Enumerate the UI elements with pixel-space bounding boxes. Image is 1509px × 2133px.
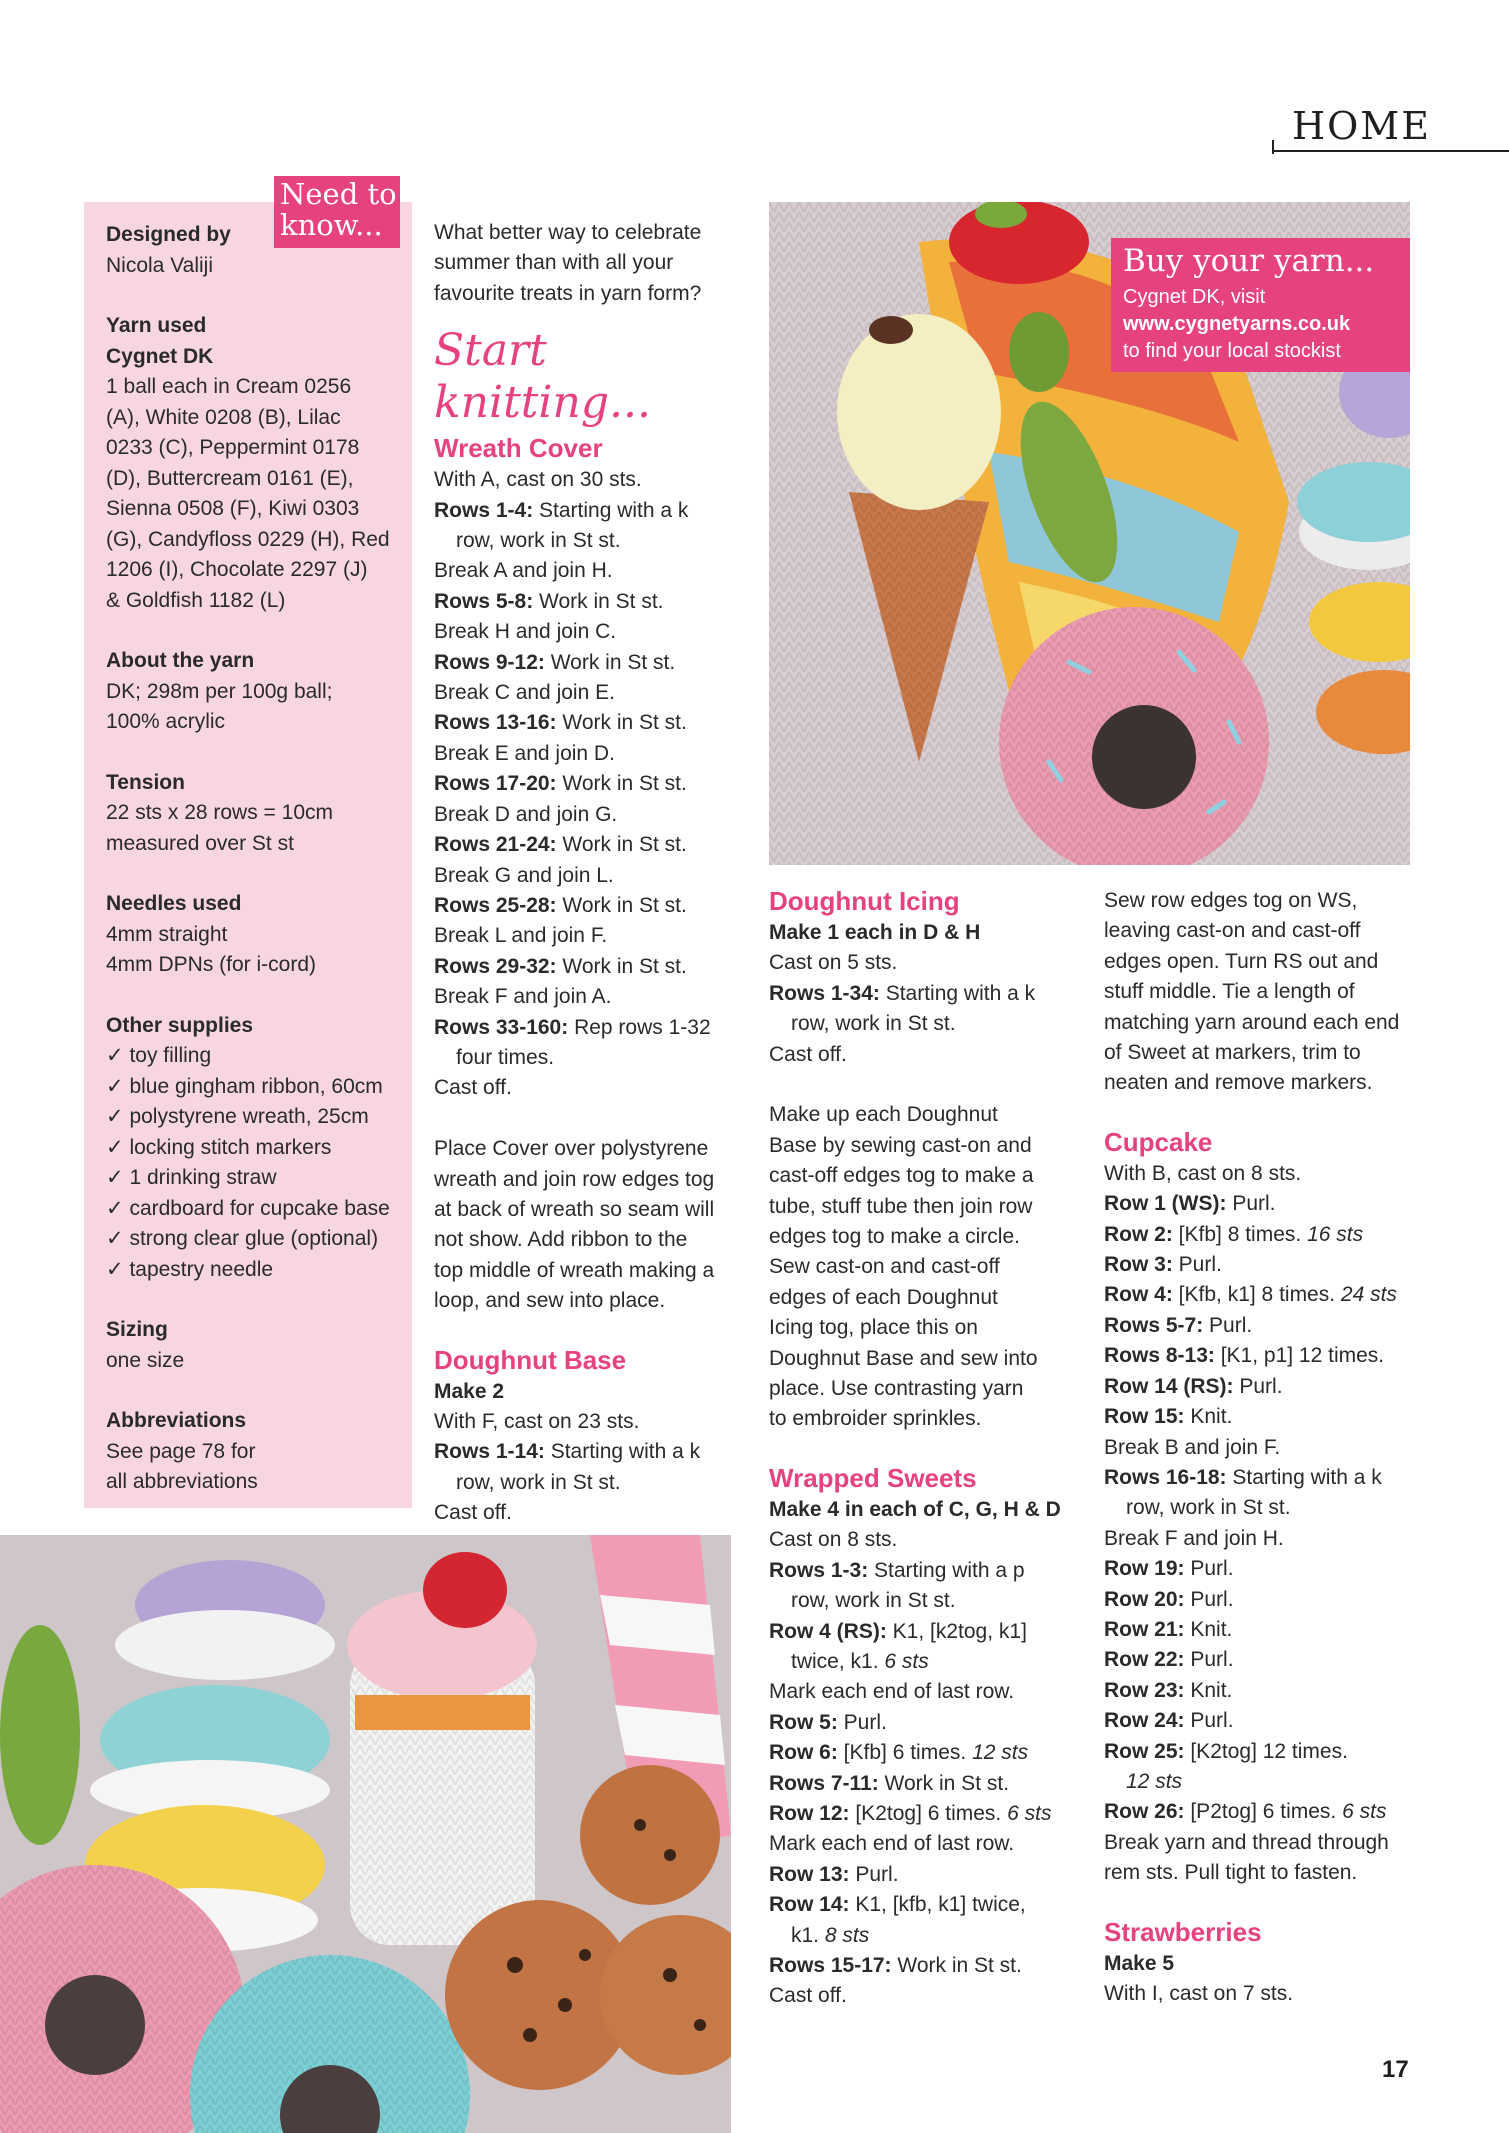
row-text: Purl. (1184, 1709, 1234, 1733)
intro-line: summer than with all your (434, 251, 674, 275)
buy-yarn-title: Buy your yarn... (1123, 243, 1375, 279)
needles-line: 4mm DPNs (for i-cord) (106, 953, 317, 976)
instruction-line (769, 1556, 1089, 1586)
row-text: K1, [kfb, k1] twice, (849, 1893, 1026, 1917)
instruction-line: With A, cast on 30 sts. (434, 468, 642, 492)
instruction-line (769, 1921, 1089, 1951)
instruction-line (1104, 1189, 1424, 1219)
sizing-title: Sizing (106, 1318, 168, 1341)
row-label: Rows 7-11: (769, 1771, 879, 1795)
stitch-count: 12 sts (972, 1741, 1029, 1765)
instruction-line (769, 1647, 1089, 1677)
row-label: Row 14 (RS): (1104, 1374, 1234, 1398)
instruction-line: row, work in St st. (1126, 1496, 1291, 1520)
row-text: Work in St st. (556, 772, 687, 796)
instruction-line: Break L and join F. (434, 924, 608, 948)
doughnut-base-heading: Doughnut Base (434, 1344, 627, 1375)
yarn-line: 1206 (I), Chocolate 2297 (J) (106, 558, 368, 581)
row-text: Starting with a k (533, 498, 689, 522)
instruction-line (434, 496, 739, 526)
instruction-line (1104, 1311, 1424, 1341)
row-text: Work in St st. (533, 589, 664, 613)
instruction-line: Break B and join F. (1104, 1435, 1281, 1459)
instruction-line (769, 1799, 1089, 1829)
row-label: Rows 21-24: (434, 833, 557, 857)
instruction-line: Break G and join L. (434, 863, 614, 887)
make-line: Make 5 (1104, 1951, 1175, 1975)
row-label: Rows 1-14: (434, 1440, 545, 1464)
instruction-line (769, 1951, 1089, 1981)
row-text: [K1, p1] 12 times. (1214, 1344, 1385, 1368)
row-label: Row 4: (1104, 1283, 1173, 1307)
row-label: Row 5: (769, 1710, 838, 1734)
make-line: Make 4 in each of C, G, H & D (769, 1497, 1061, 1521)
start-knitting-heading: Start knitting... (434, 325, 651, 429)
row-text: Purl. (1184, 1648, 1234, 1672)
row-text: Purl. (1172, 1253, 1222, 1277)
make-line: Make 1 each in D & H (769, 921, 981, 944)
page-number: 17 (1382, 2056, 1409, 2083)
body-line: Sew row edges tog on WS, (1104, 889, 1358, 912)
instruction-line (769, 1860, 1089, 1890)
stitch-count: 12 sts (1126, 1769, 1183, 1793)
instruction-line: Break E and join D. (434, 741, 615, 765)
yarn-brand: Cygnet DK (106, 344, 214, 368)
yarn-line: 1 ball each in Cream 0256 (106, 375, 352, 398)
instruction-line (434, 830, 739, 860)
other-supplies-block (106, 1011, 392, 1286)
intro-line: What better way to celebrate (434, 221, 702, 244)
buy-yarn-line: to find your local stockist (1123, 340, 1341, 362)
row-label: Rows 17-20: (434, 772, 557, 796)
doughnut-icing-heading: Doughnut Icing (769, 886, 960, 916)
supply-item: ✓ polystyrene wreath, 25cm (106, 1102, 392, 1133)
instruction-line (434, 1013, 739, 1043)
section-rule (1272, 150, 1509, 152)
row-text: Work in St st. (891, 1953, 1022, 1977)
row-label: Rows 5-7: (1104, 1313, 1204, 1337)
row-label: Rows 13-16: (434, 711, 557, 735)
supply-item: ✓ blue gingham ribbon, 60cm (106, 1072, 392, 1103)
pattern-column-1 (434, 218, 739, 1529)
row-label: Rows 1-34: (769, 981, 880, 1005)
yarn-line: (A), White 0208 (B), Lilac (106, 405, 341, 429)
row-label: Row 21: (1104, 1617, 1185, 1641)
supply-item: ✓ locking stitch markers (106, 1133, 392, 1164)
instruction-line: Break D and join G. (434, 802, 618, 826)
row-text: Work in St st. (544, 650, 676, 674)
row-text: [K2tog] 6 times. (849, 1801, 1008, 1825)
yarn-line: 0233 (C), Peppermint 0178 (106, 436, 360, 459)
row-text: Work in St st. (556, 954, 687, 978)
instruction-line (1104, 1280, 1424, 1310)
instruction-line (434, 1437, 739, 1467)
row-text: [P2tog] 6 times. (1184, 1800, 1343, 1824)
buy-yarn-body (1123, 284, 1396, 365)
body-line: of Sweet at markers, trim to (1104, 1041, 1361, 1065)
instruction-line: With F, cast on 23 sts. (434, 1409, 640, 1433)
needles-block (106, 889, 392, 981)
row-text: [Kfb] 6 times. (837, 1741, 973, 1765)
body-line: Base by sewing cast-on and (769, 1133, 1032, 1157)
row-text: Knit. (1184, 1405, 1233, 1429)
row-label: Rows 15-17: (769, 1953, 892, 1977)
body-line: edges of each Doughnut (769, 1285, 998, 1309)
instruction-line: Break A and join H. (434, 559, 613, 583)
section-gap (769, 1435, 1089, 1461)
instruction-line (1104, 1372, 1424, 1402)
row-text: Knit. (1184, 1678, 1233, 1702)
row-label: Row 15: (1104, 1405, 1185, 1429)
yarn-used-block (106, 311, 392, 616)
stitch-count: 6 sts (1342, 1800, 1387, 1824)
row-label: Row 12: (769, 1801, 850, 1825)
stitch-count: 6 sts (1007, 1801, 1052, 1825)
instruction-line (769, 1738, 1089, 1768)
paragraph-gap (769, 1070, 1089, 1100)
body-line: leaving cast-on and cast-off (1104, 919, 1361, 943)
badge-line: know... (280, 208, 383, 242)
pattern-column-2 (769, 884, 1089, 2012)
row-text: Knit. (1184, 1617, 1233, 1641)
body-line: Icing tog, place this on (769, 1316, 978, 1340)
section-gap (1104, 1889, 1424, 1915)
supply-item: ✓ strong clear glue (optional) (106, 1224, 392, 1255)
paragraph-gap (434, 1104, 739, 1134)
supply-item: ✓ cardboard for cupcake base (106, 1194, 392, 1225)
instruction-line: Cast on 5 sts. (769, 951, 898, 975)
wrapped-sweets-heading: Wrapped Sweets (769, 1462, 977, 1493)
abbreviations-title: Abbreviations (106, 1409, 247, 1432)
row-text: Purl. (1184, 1557, 1234, 1581)
pattern-column-3 (1104, 886, 1424, 2009)
instruction-line: rem sts. Pull tight to fasten. (1104, 1861, 1358, 1885)
body-line: matching yarn around each end (1104, 1010, 1400, 1034)
instruction-line (434, 587, 739, 617)
instruction-line (1104, 1402, 1424, 1432)
body-line: loop, and sew into place. (434, 1289, 666, 1313)
needles-title: Needles used (106, 892, 242, 915)
row-label: Row 2: (1104, 1222, 1173, 1246)
row-label: Row 22: (1104, 1648, 1185, 1672)
supply-item: ✓ toy filling (106, 1041, 392, 1072)
body-line: place. Use contrasting yarn (769, 1377, 1024, 1401)
instruction-line (1104, 1706, 1424, 1736)
row-text: Purl. (837, 1710, 887, 1734)
row-label: Row 14: (769, 1893, 850, 1917)
instruction-line: Break F and join H. (1104, 1526, 1284, 1550)
row-label: Rows 25-28: (434, 893, 557, 917)
row-label: Row 20: (1104, 1587, 1185, 1611)
row-label: Row 4 (RS): (769, 1619, 887, 1643)
instruction-line (434, 648, 739, 678)
yarn-used-title: Yarn used (106, 314, 207, 337)
row-text: Purl. (849, 1862, 899, 1886)
sizing-line: one size (106, 1348, 185, 1372)
instruction-line (1104, 1585, 1424, 1615)
body-line: wreath and join row edges tog (434, 1167, 715, 1191)
instruction-line (1104, 1341, 1424, 1371)
instruction-line: Break yarn and thread through (1104, 1830, 1389, 1854)
row-text: Starting with a p (868, 1558, 1025, 1582)
instruction-line (434, 891, 739, 921)
badge-line: Need to (280, 177, 397, 211)
instruction-line (1104, 1767, 1424, 1797)
instruction-line: Mark each end of last row. (769, 1680, 1015, 1704)
instruction-line: row, work in St st. (456, 1470, 621, 1494)
row-text: [Kfb, k1] 8 times. (1172, 1283, 1341, 1307)
body-line: tube, stuff tube then join row (769, 1194, 1033, 1218)
needles-line: 4mm straight (106, 922, 228, 946)
row-text: k1. (791, 1923, 825, 1947)
section-gap (1104, 1099, 1424, 1125)
buy-your-yarn-box (1111, 238, 1410, 372)
row-text: K1, [k2tog, k1] (886, 1619, 1027, 1643)
strawberries-heading: Strawberries (1104, 1916, 1262, 1947)
body-line: neaten and remove markers. (1104, 1071, 1373, 1095)
instruction-line: Break C and join E. (434, 681, 615, 705)
body-line: to embroider sprinkles. (769, 1407, 982, 1431)
row-label: Row 23: (1104, 1678, 1185, 1702)
row-label: Row 6: (769, 1741, 838, 1765)
tension-line: 22 sts x 28 rows = 10cm (106, 801, 334, 824)
row-label: Rows 1-3: (769, 1558, 869, 1582)
yarn-line: Sienna 0508 (F), Kiwi 0303 (106, 497, 360, 520)
row-text: Work in St st. (556, 833, 687, 857)
tension-block (106, 768, 392, 860)
instruction-line (1104, 1463, 1424, 1493)
cupcake-heading: Cupcake (1104, 1126, 1213, 1157)
instruction-line: Cast off. (434, 1501, 512, 1525)
wreath-cover-heading: Wreath Cover (434, 433, 603, 464)
instruction-line (769, 1890, 1089, 1920)
tension-title: Tension (106, 770, 185, 794)
row-label: Row 25: (1104, 1739, 1185, 1763)
body-line: Sew cast-on and cast-off (769, 1255, 1000, 1279)
yarn-line: (G), Candyfloss 0229 (H), Red (106, 527, 390, 551)
instruction-line (1104, 1615, 1424, 1645)
supply-item: ✓ tapestry needle (106, 1255, 392, 1286)
row-text: [K2tog] 12 times. (1184, 1739, 1348, 1763)
body-line: stuff middle. Tie a length of (1104, 980, 1355, 1004)
body-line: top middle of wreath making a (434, 1258, 715, 1282)
row-label: Row 26: (1104, 1800, 1185, 1824)
instruction-line (1104, 1797, 1424, 1827)
instruction-line: four times. (456, 1045, 555, 1069)
row-text: Purl. (1233, 1374, 1283, 1398)
row-label: Rows 33-160: (434, 1015, 569, 1039)
row-text: Starting with a k (879, 981, 1036, 1005)
body-line: edges tog to make a circle. (769, 1225, 1020, 1249)
abbreviations-block (106, 1406, 392, 1498)
row-text: [Kfb] 8 times. (1172, 1222, 1308, 1246)
body-line: at back of wreath so seam will (434, 1197, 715, 1221)
instruction-line: Break F and join A. (434, 985, 612, 1009)
stitch-count: 24 sts (1340, 1283, 1397, 1307)
body-line: Make up each Doughnut (769, 1103, 998, 1127)
instruction-line: Cast off. (434, 1076, 512, 1100)
row-text: Rep rows 1-32 (568, 1015, 711, 1039)
row-label: Row 19: (1104, 1557, 1185, 1581)
instruction-line (769, 1769, 1089, 1799)
need-to-know-sidebar (84, 202, 412, 1508)
row-text: Purl. (1203, 1313, 1253, 1337)
instruction-line: row, work in St st. (791, 1012, 956, 1036)
supply-item: ✓ 1 drinking straw (106, 1163, 392, 1194)
row-text: Starting with a k (544, 1440, 701, 1464)
stitch-count: 16 sts (1307, 1222, 1364, 1246)
instruction-line (1104, 1554, 1424, 1584)
tension-line: measured over St st (106, 831, 294, 855)
instruction-line: Cast off. (769, 1984, 847, 2008)
instruction-line (769, 1708, 1089, 1738)
instruction-line (434, 708, 739, 738)
row-text: Work in St st. (556, 893, 687, 917)
row-label: Rows 29-32: (434, 954, 557, 978)
row-label: Rows 5-8: (434, 589, 534, 613)
instruction-line (434, 952, 739, 982)
row-text: Starting with a k (1226, 1465, 1382, 1489)
row-text: Work in St st. (878, 1771, 1010, 1795)
instruction-line: row, work in St st. (791, 1589, 956, 1613)
row-label: Rows 9-12: (434, 650, 545, 674)
body-line: Doughnut Base and sew into (769, 1346, 1038, 1370)
abbreviations-line: See page 78 for (106, 1439, 256, 1463)
instruction-line (769, 979, 1089, 1009)
instruction-line (1104, 1676, 1424, 1706)
knitted-treats-photo-bottom (0, 1535, 731, 2133)
instruction-line: Break H and join C. (434, 620, 617, 644)
stitch-count: 8 sts (824, 1923, 870, 1947)
section-rule-tick (1272, 140, 1274, 154)
about-yarn-block (106, 646, 392, 738)
about-yarn-title: About the yarn (106, 649, 255, 672)
body-line: Place Cover over polystyrene (434, 1137, 709, 1161)
other-supplies-title: Other supplies (106, 1013, 254, 1037)
row-label: Row 1 (WS): (1104, 1192, 1227, 1216)
instruction-line: Cast on 8 sts. (769, 1528, 898, 1552)
body-line: not show. Add ribbon to the (434, 1228, 688, 1252)
instruction-line: Cast off. (769, 1042, 847, 1066)
instruction-line (769, 1617, 1089, 1647)
row-text: Purl. (1184, 1587, 1234, 1611)
instruction-line (1104, 1737, 1424, 1767)
intro-line: favourite treats in yarn form? (434, 281, 702, 305)
buy-yarn-line: Cygnet DK, visit (1123, 286, 1266, 308)
about-yarn-line: 100% acrylic (106, 710, 226, 733)
abbreviations-line: all abbreviations (106, 1470, 258, 1493)
body-line: cast-off edges tog to make a (769, 1164, 1034, 1188)
instruction-line: With B, cast on 8 sts. (1104, 1161, 1302, 1185)
row-label: Row 13: (769, 1862, 850, 1886)
body-line: edges open. Turn RS out and (1104, 949, 1379, 973)
instruction-line (1104, 1220, 1424, 1250)
instruction-line: row, work in St st. (456, 529, 621, 553)
row-label: Row 3: (1104, 1253, 1173, 1277)
instruction-line (1104, 1645, 1424, 1675)
row-text: Work in St st. (556, 711, 687, 735)
row-label: Rows 8-13: (1104, 1344, 1215, 1368)
make-line: Make 2 (434, 1379, 505, 1403)
row-label: Rows 16-18: (1104, 1465, 1227, 1489)
row-text: twice, k1. (791, 1649, 885, 1673)
row-text: Purl. (1226, 1192, 1276, 1216)
designed-by-title: Designed by (106, 223, 231, 246)
instruction-line: Mark each end of last row. (769, 1832, 1015, 1856)
instruction-line (434, 769, 739, 799)
yarn-website-link[interactable]: www.cygnetyarns.co.uk (1123, 313, 1351, 335)
about-yarn-line: DK; 298m per 100g ball; (106, 679, 333, 703)
photo-illustration (0, 1535, 731, 2133)
designer-name: Nicola Valiji (106, 253, 213, 277)
instruction-line (1104, 1250, 1424, 1280)
row-label: Row 24: (1104, 1709, 1185, 1733)
need-to-know-badge (274, 176, 400, 248)
section-label: HOME (1292, 104, 1431, 148)
sizing-block (106, 1315, 392, 1376)
yarn-line: & Goldfish 1182 (L) (106, 588, 286, 612)
yarn-line: (D), Buttercream 0161 (E), (106, 466, 354, 490)
row-label: Rows 1-4: (434, 498, 534, 522)
stitch-count: 6 sts (884, 1649, 929, 1673)
section-gap (434, 1317, 739, 1343)
instruction-line: With I, cast on 7 sts. (1104, 1982, 1294, 2005)
